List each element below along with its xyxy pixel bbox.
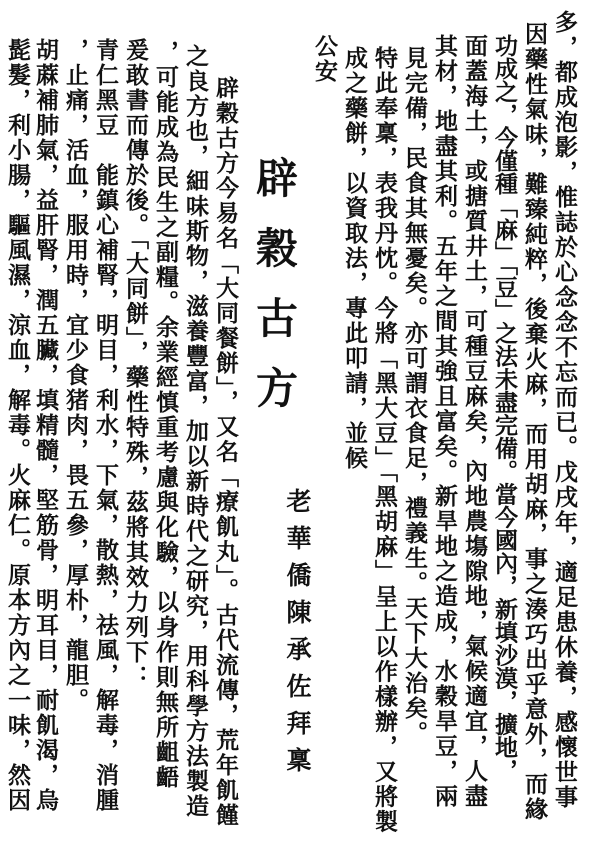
text-column: 面蓋海土，或搪質井土，可種豆麻矣，內地農塲隙地，氣候適宜，人盡: [461, 34, 488, 809]
text-column: 成之藥餅，以資取法，專此叩請，並候: [341, 46, 368, 471]
text-column: 髭髮，利小腸，驅風濕，涼血，解毒。火麻仁。原本方內之一味，然因: [4, 38, 31, 813]
text-column: 青仁黑豆 能鎮心補腎，明目，利水，下氣，散熱，祛風，解毒，消腫: [92, 38, 119, 813]
text-column: 其材，地盡其利。五年之間其強且富矣。新旱地之造成，水穀旱豆，兩: [431, 34, 458, 809]
text-column: 多，都成泡影，惟誌於心念念不忘而已。戊戌年，適足患休養，感懷世事: [551, 10, 578, 810]
article-title: 辟穀古方: [250, 156, 299, 436]
text-column: ，止痛，活血，服用時，宜少食猪肉，畏五參，厚朴，龍胆。: [62, 38, 89, 713]
text-column: 之良方也，細味斯物，滋養豐富，加以新時代之研究，用科學方法製造: [182, 44, 209, 819]
text-column: 見完備，民食其無憂矣。亦可謂衣食足，禮義生。天下大治矣。: [401, 46, 428, 746]
text-column: 因藥性氣味，難臻純粹，後棄火麻，而用胡麻，事之湊巧出乎意外，而緣: [521, 22, 548, 822]
author-line: 老華僑陳承佐拜稟: [283, 488, 312, 784]
text-column: 特此奉稟，表我丹忱。今將「黑大豆」「黑胡麻」呈上以作樣辦，又將製: [371, 46, 398, 835]
text-column: ，可能成為民生之副糧。余業經慎重考慮與化驗，以身作則無所齟齬: [152, 40, 179, 790]
text-column: 爰敢書而傳於後。「大同餅」，藥性特殊，茲將其效力列下：: [122, 38, 149, 690]
text-column: 胡蔴補肺氣，益肝腎，潤五臟，填精髓，堅筋骨，明耳目，耐飢渴，烏: [32, 38, 59, 813]
text-column: 公安: [311, 34, 338, 84]
text-column: 功成之，今僅種「麻」「豆」之法未盡完備。當今國內，新填沙漠，擴地，: [491, 34, 518, 782]
text-column: 辟穀古方今易名「大同餐餅」，又名「療飢丸」。古代流傳，荒年飢饉: [212, 76, 239, 828]
